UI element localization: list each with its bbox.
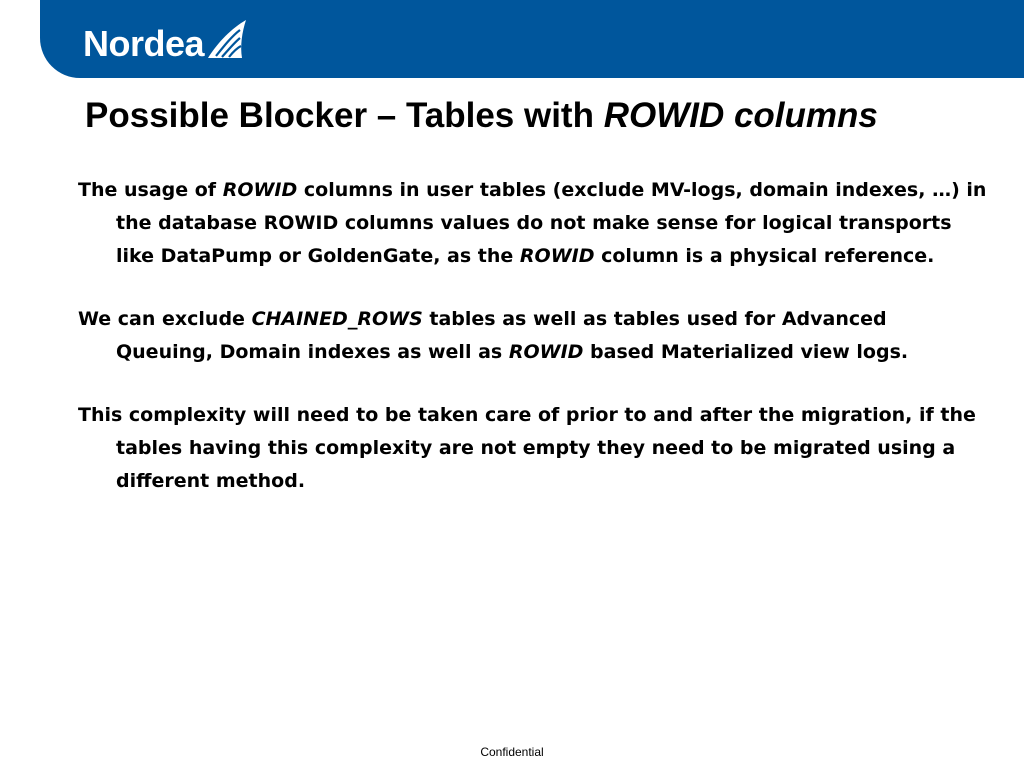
sail-icon [202, 18, 250, 64]
paragraph-exclusions: We can exclude CHAINED_ROWS tables as well as tables used for Advanced Queuing, Domain indexes as well as ROWID based Materialized view logs. [78, 308, 909, 363]
logo-text: Nordea [83, 23, 205, 64]
paragraph-complexity: This complexity will need to be taken care of prior to and after the migration, if the tables having this complexity are not empty they need to be migrated using a different method. [78, 404, 976, 492]
footer-confidential: Confidential [480, 745, 544, 759]
slide-body [78, 174, 988, 528]
paragraph-rowid-usage: The usage of ROWID columns in user tables (exclude MV-logs, domain indexes, …) in the database ROWID columns values do not make sense for logical transports like DataPump or GoldenGate, as the ROWID column is a physical reference. [78, 179, 987, 267]
nordea-logo [83, 22, 250, 70]
title-main: Possible Blocker – Tables with [85, 96, 604, 135]
slide-title [85, 96, 1005, 136]
title-italic: ROWID columns [603, 96, 878, 135]
